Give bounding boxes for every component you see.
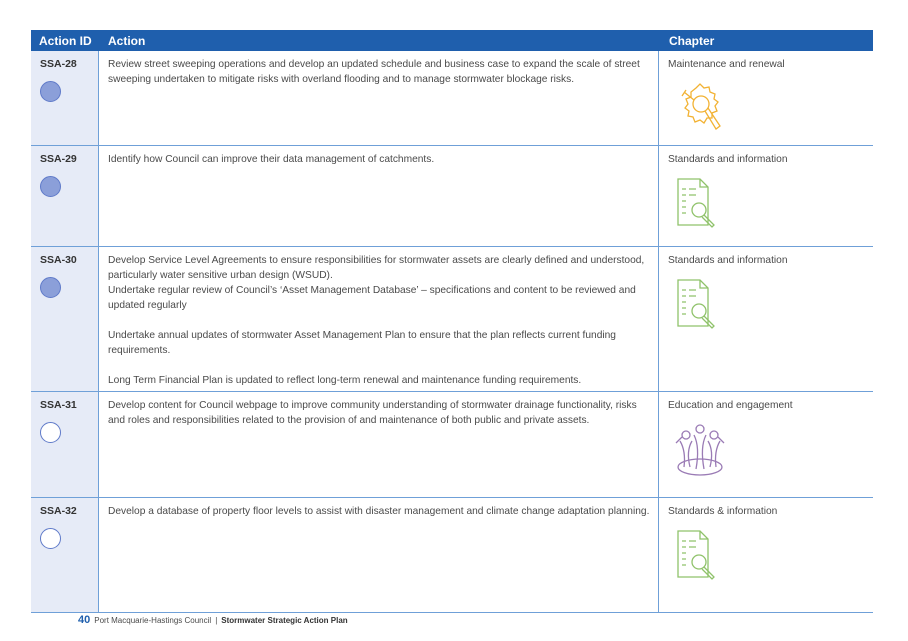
action-text: Undertake regular review of Council’s ‘Asset Management Database’ – specifications and content to be reviewed and updated regularly bbox=[108, 285, 636, 311]
status-circle-filled bbox=[40, 277, 61, 298]
page-footer bbox=[78, 614, 348, 626]
action-cell bbox=[99, 392, 659, 497]
table-row bbox=[31, 392, 873, 498]
chapter-label: Standards and information bbox=[668, 154, 788, 165]
header-action-id: Action ID bbox=[39, 33, 92, 48]
action-id-cell bbox=[31, 146, 99, 246]
action-id-cell bbox=[31, 392, 99, 497]
action-text: Undertake annual updates of stormwater Asset Management Plan to ensure that the plan reflects current funding requirements. bbox=[108, 330, 616, 356]
footer-separator: | bbox=[215, 616, 218, 625]
table-row bbox=[31, 247, 873, 392]
gear-wrench-icon bbox=[672, 80, 732, 136]
document-search-icon bbox=[672, 175, 722, 231]
action-id: SSA-29 bbox=[40, 153, 77, 165]
chapter-cell bbox=[659, 392, 873, 497]
action-id-cell bbox=[31, 51, 99, 145]
action-table bbox=[31, 30, 873, 613]
chapter-cell bbox=[659, 146, 873, 246]
table-header bbox=[31, 30, 873, 51]
people-circle-icon bbox=[672, 421, 728, 481]
action-cell bbox=[99, 51, 659, 145]
table-row bbox=[31, 146, 873, 247]
action-text: Long Term Financial Plan is updated to reflect long-term renewal and maintenance funding requirements. bbox=[108, 375, 582, 386]
action-text: Review street sweeping operations and develop an updated schedule and business case to expand the scale of street sweeping undertaken to mitigate risks with overland flooding and to manage stormwater blockage risks. bbox=[108, 59, 640, 85]
action-text: Develop a database of property floor levels to assist with disaster management and climate change adaptation planning. bbox=[108, 506, 650, 517]
header-chapter: Chapter bbox=[669, 33, 715, 48]
chapter-cell bbox=[659, 51, 873, 145]
status-circle-filled bbox=[40, 176, 61, 197]
action-id: SSA-31 bbox=[40, 399, 77, 411]
header-action: Action bbox=[108, 33, 146, 48]
action-id-cell bbox=[31, 247, 99, 391]
chapter-cell bbox=[659, 247, 873, 391]
page-number: 40 bbox=[78, 614, 91, 626]
chapter-label: Standards & information bbox=[668, 506, 778, 517]
action-cell bbox=[99, 146, 659, 246]
chapter-label: Standards and information bbox=[668, 255, 788, 266]
status-circle-empty bbox=[40, 528, 61, 549]
action-cell bbox=[99, 247, 659, 391]
footer-doc-title: Stormwater Strategic Action Plan bbox=[221, 616, 348, 625]
action-text: Develop Service Level Agreements to ensure responsibilities for stormwater assets are clearly defined and understood, particularly water sensitive urban design (WSUD). bbox=[108, 255, 645, 281]
document-search-icon bbox=[672, 527, 722, 583]
status-circle-empty bbox=[40, 422, 61, 443]
table-row bbox=[31, 498, 873, 613]
action-text: Develop content for Council webpage to improve community understanding of stormwater drainage functionality, risks and roles and responsibilities related to the provision of and maintenance of both public and private assets. bbox=[108, 400, 637, 426]
table-row bbox=[31, 51, 873, 146]
action-id: SSA-32 bbox=[40, 505, 77, 517]
status-circle-filled bbox=[40, 81, 61, 102]
action-cell bbox=[99, 498, 659, 612]
document-search-icon bbox=[672, 276, 722, 332]
action-id: SSA-30 bbox=[40, 254, 77, 266]
action-text: Identify how Council can improve their data management of catchments. bbox=[108, 154, 435, 165]
chapter-label: Education and engagement bbox=[668, 400, 793, 411]
action-id: SSA-28 bbox=[40, 58, 77, 70]
footer-org: Port Macquarie-Hastings Council bbox=[94, 616, 212, 625]
chapter-label: Maintenance and renewal bbox=[668, 59, 785, 70]
chapter-cell bbox=[659, 498, 873, 612]
action-id-cell bbox=[31, 498, 99, 612]
